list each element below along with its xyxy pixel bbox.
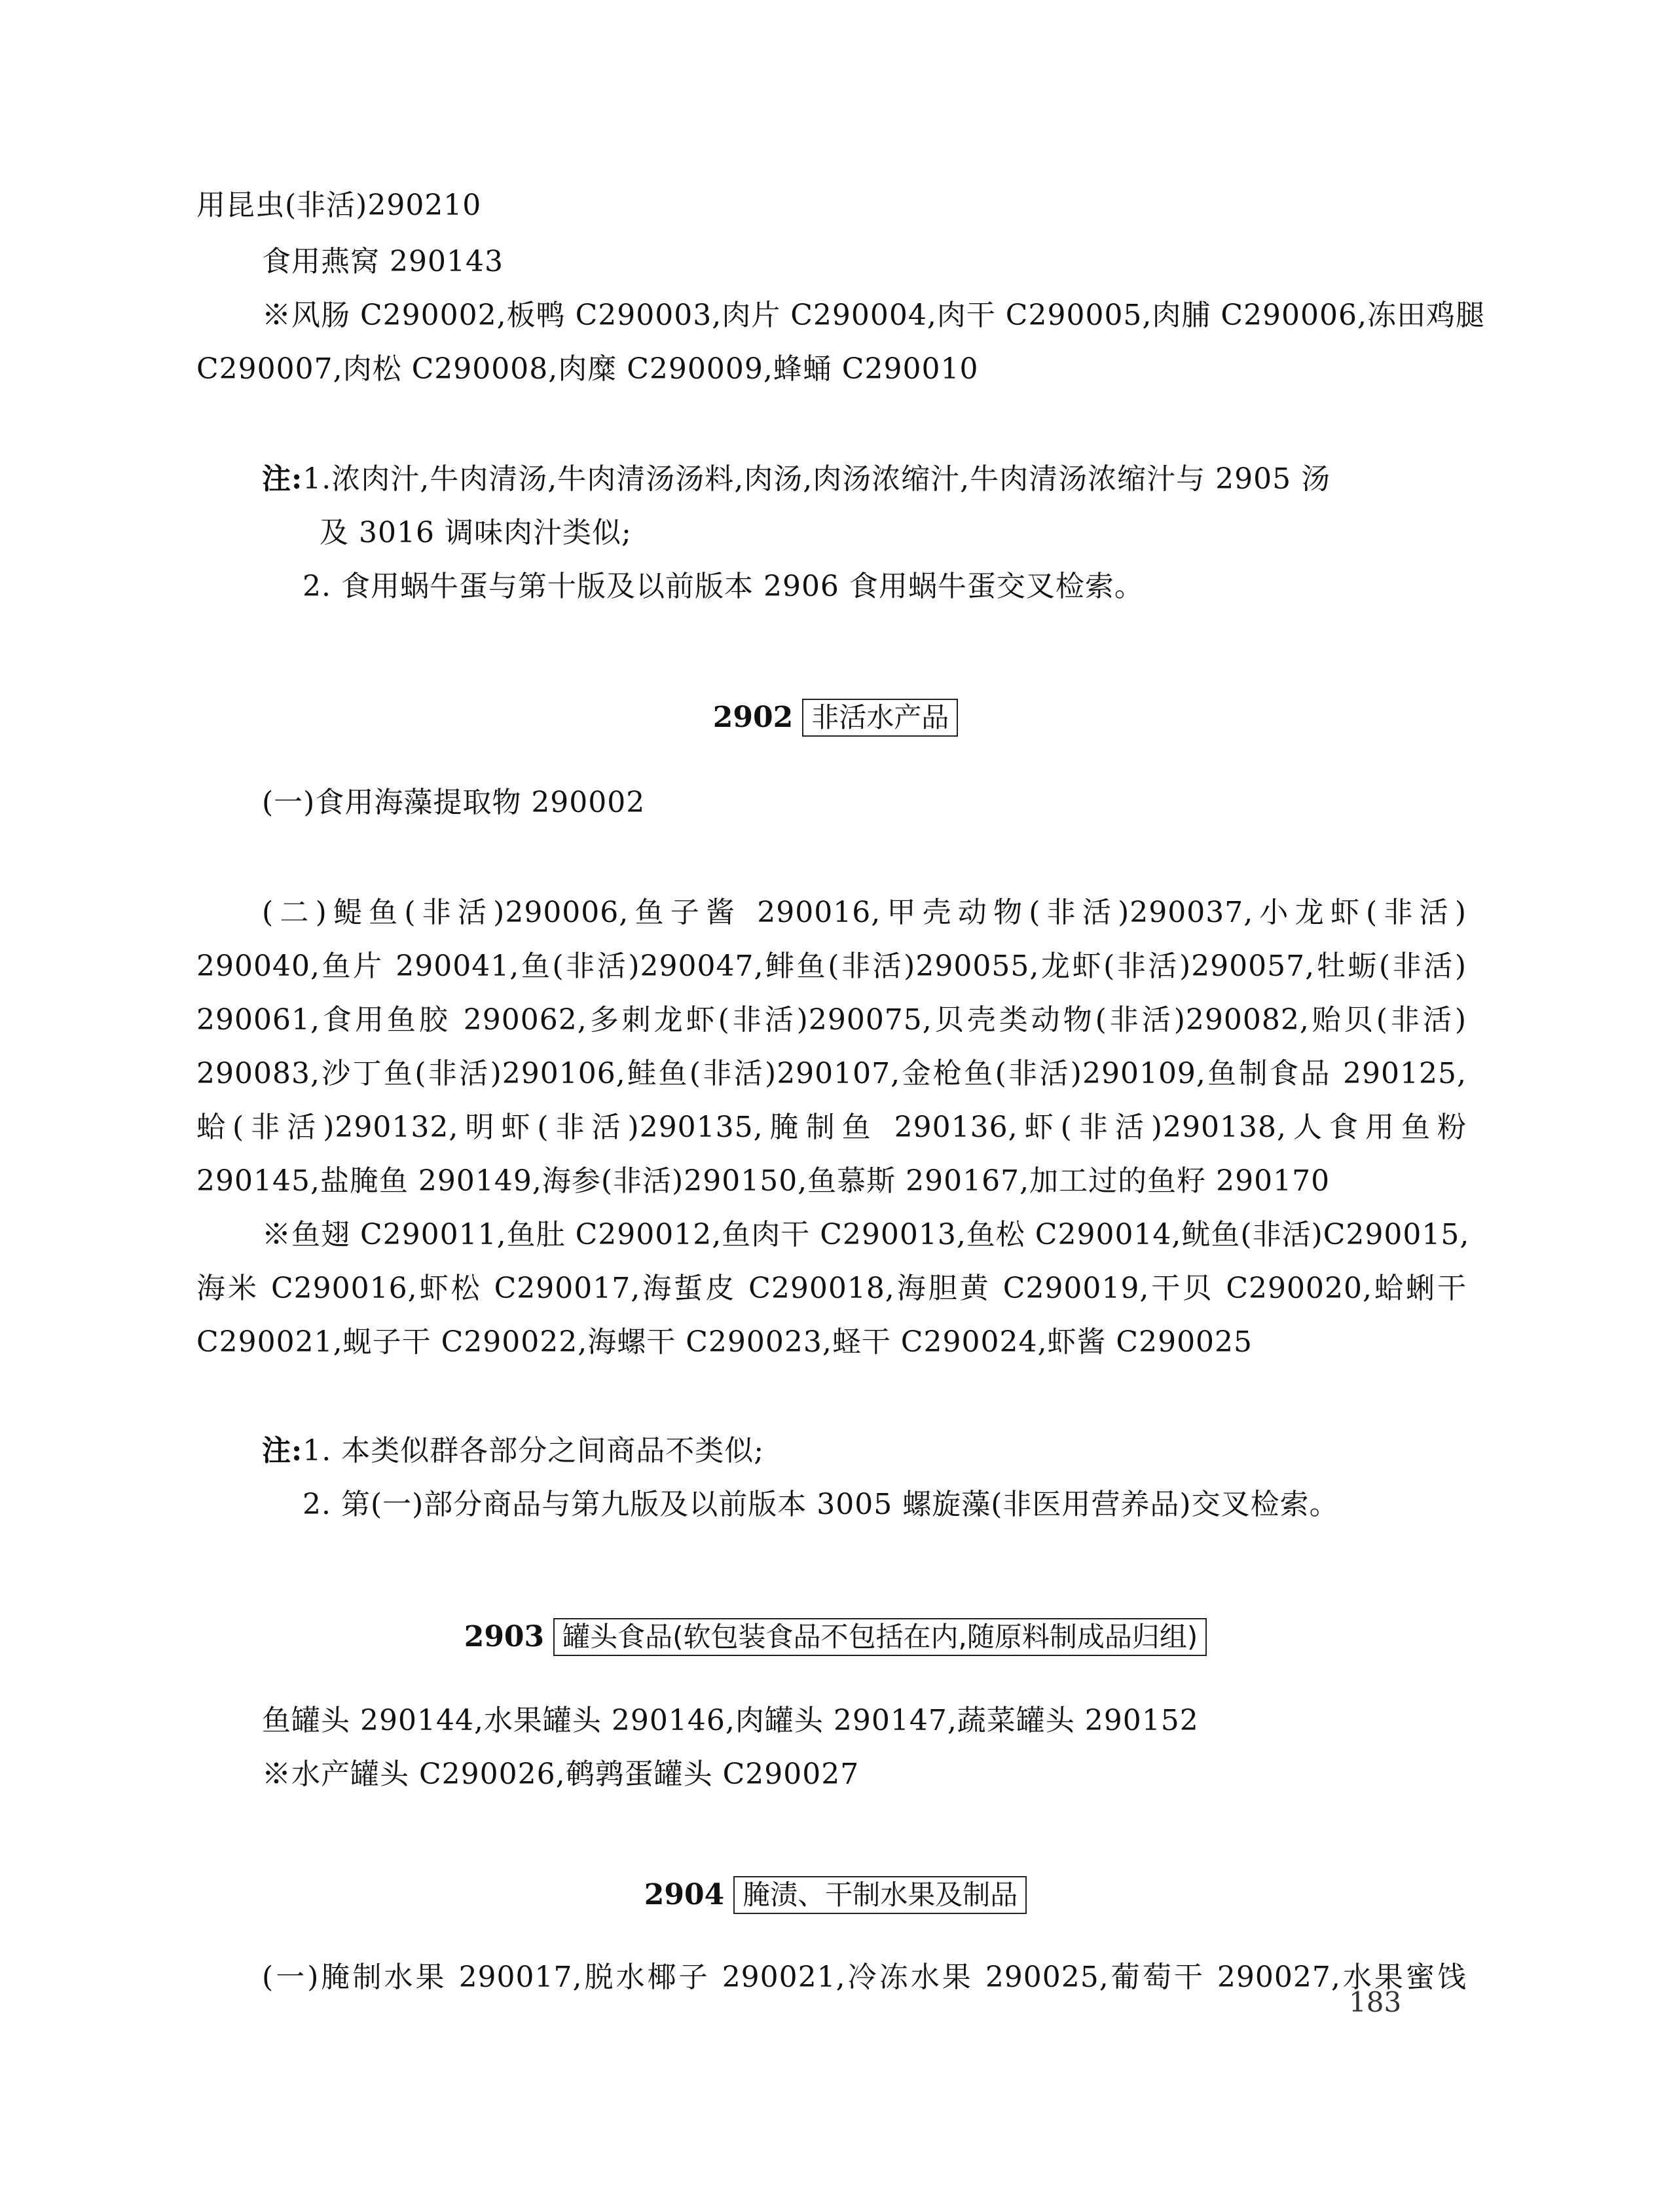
section-heading bbox=[0, 1875, 1671, 1915]
page-number: 183 bbox=[1349, 1986, 1402, 2018]
text-line: 290061,食用鱼胶 290062,多刺龙虾(非活)290075,贝壳类动物(非活)290082,贻贝(非活) bbox=[196, 1003, 1467, 1037]
text-line: 290040,鱼片 290041,鱼(非活)290047,鲱鱼(非活)290055,龙虾(非活)290057,牡蛎(非活) bbox=[196, 949, 1467, 983]
text-line: (一)食用海藻提取物 290002 bbox=[262, 786, 646, 819]
text-line: (二)鳀鱼(非活)290006,鱼子酱 290016,甲壳动物(非活)290037,小龙虾(非活) bbox=[262, 896, 1467, 929]
section-title: 罐头食品(软包装食品不包括在内,随原料制成品归组) bbox=[553, 1618, 1207, 1656]
text-line: 蛤(非活)290132,明虾(非活)290135,腌制鱼 290136,虾(非活)290138,人食用鱼粉 bbox=[196, 1111, 1467, 1144]
text-line: 食用燕窝 290143 bbox=[262, 245, 504, 278]
note-line bbox=[262, 1431, 764, 1471]
note-line: 2. 第(一)部分商品与第九版及以前版本 3005 螺旋藻(非医用营养品)交叉检索。 bbox=[303, 1488, 1339, 1521]
text-line: ※风肠 C290002,板鸭 C290003,肉片 C290004,肉干 C290005,肉脯 C290006,冻田鸡腿 bbox=[262, 299, 1486, 332]
section-title: 腌渍、干制水果及制品 bbox=[733, 1876, 1027, 1914]
note-item: 1. 本类似群各部分之间商品不类似; bbox=[303, 1434, 765, 1467]
note-label: 注: bbox=[262, 1434, 303, 1467]
text-line: C290007,肉松 C290008,肉糜 C290009,蜂蛹 C290010 bbox=[196, 352, 979, 386]
text-line: 290083,沙丁鱼(非活)290106,鲑鱼(非活)290107,金枪鱼(非活)290109,鱼制食品 290125, bbox=[196, 1057, 1467, 1090]
text-line: C290021,蚬子干 C290022,海螺干 C290023,蛏干 C290024,虾酱 C290025 bbox=[196, 1325, 1253, 1359]
text-line: ※鱼翅 C290011,鱼肚 C290012,鱼肉干 C290013,鱼松 C290014,鱿鱼(非活)C290015, bbox=[262, 1218, 1470, 1251]
text-line: 用昆虫(非活)290210 bbox=[196, 189, 482, 222]
note-line bbox=[262, 460, 1467, 499]
text-line: 鱼罐头 290144,水果罐头 290146,肉罐头 290147,蔬菜罐头 290152 bbox=[262, 1704, 1199, 1737]
section-code: 2904 bbox=[644, 1878, 725, 1911]
note-item: 1.浓肉汁,牛肉清汤,牛肉清汤汤料,肉汤,肉汤浓缩汁,牛肉清汤浓缩汁与 2905 汤 bbox=[303, 462, 1331, 496]
text-line: 290145,盐腌鱼 290149,海参(非活)290150,鱼慕斯 290167,加工过的鱼籽 290170 bbox=[196, 1164, 1331, 1198]
section-title: 非活水产品 bbox=[802, 699, 958, 737]
text-line: (一)腌制水果 290017,脱水椰子 290021,冷冻水果 290025,葡萄干 290027,水果蜜饯 bbox=[262, 1961, 1467, 1994]
section-code: 2902 bbox=[712, 701, 794, 734]
section-code: 2903 bbox=[464, 1620, 545, 1653]
section-heading bbox=[0, 1617, 1671, 1657]
text-line: ※水产罐头 C290026,鹌鹑蛋罐头 C290027 bbox=[262, 1758, 860, 1791]
note-line: 及 3016 调味肉汁类似; bbox=[320, 516, 632, 549]
note-label: 注: bbox=[262, 462, 303, 496]
section-heading bbox=[0, 698, 1671, 737]
text-line: 海米 C290016,虾松 C290017,海蜇皮 C290018,海胆黄 C290019,干贝 C290020,蛤蜊干 bbox=[196, 1272, 1467, 1305]
note-line: 2. 食用蜗牛蛋与第十版及以前版本 2906 食用蜗牛蛋交叉检索。 bbox=[303, 570, 1144, 603]
